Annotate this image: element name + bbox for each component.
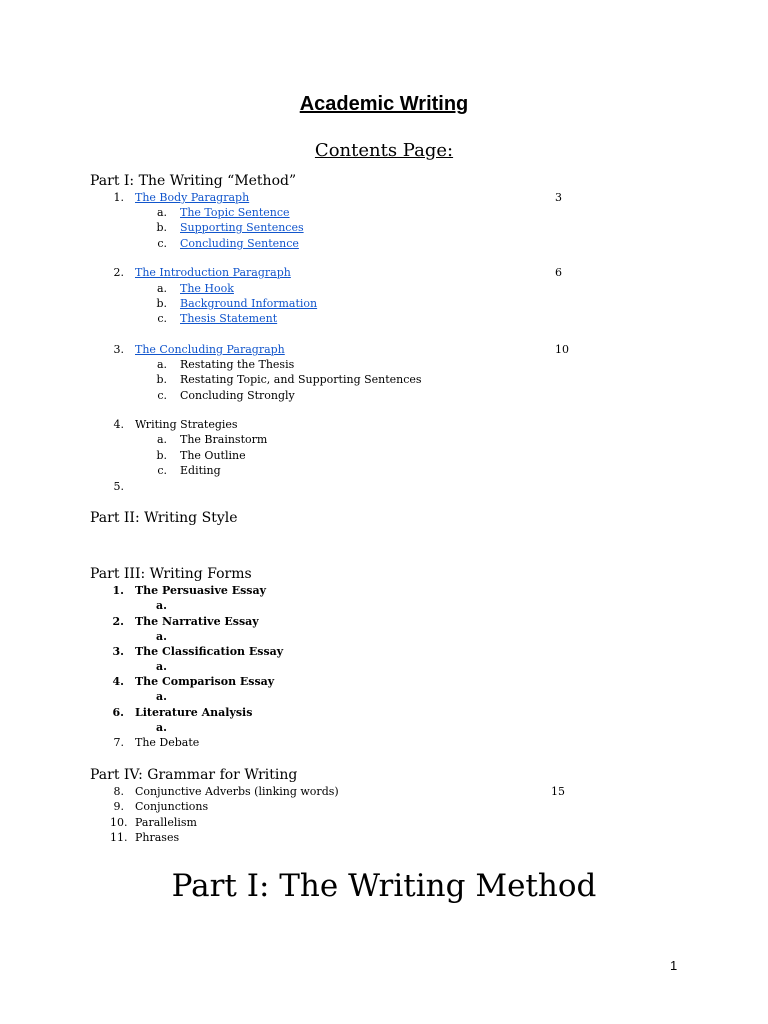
toc-item: 11. Phrases xyxy=(110,831,180,844)
toc-link[interactable]: Thesis Statement xyxy=(180,312,278,325)
toc-subitem[interactable]: c. Concluding Sentence xyxy=(157,237,299,250)
toc-link[interactable]: The Topic Sentence xyxy=(180,206,290,219)
toc-link[interactable]: The Introduction Paragraph xyxy=(135,266,291,279)
toc-link[interactable]: Supporting Sentences xyxy=(180,221,304,234)
toc-item: 4. Writing Strategies xyxy=(113,418,238,431)
toc-subitem: a. xyxy=(156,690,167,703)
toc-subitem[interactable]: c. Thesis Statement xyxy=(157,312,278,325)
toc-item[interactable]: 1. The Body Paragraph xyxy=(113,191,250,204)
page-ref: 15 xyxy=(551,785,565,798)
toc-item[interactable]: 3. The Concluding Paragraph xyxy=(113,343,285,356)
toc-subitem: b. The Outline xyxy=(156,449,246,462)
page-ref: 10 xyxy=(555,343,569,356)
toc-link[interactable]: Concluding Sentence xyxy=(180,237,299,250)
toc-link[interactable]: The Hook xyxy=(180,282,234,295)
toc-subitem: a. xyxy=(156,630,167,643)
section-heading: Part I: The Writing Method xyxy=(171,868,597,904)
toc-link[interactable]: The Concluding Paragraph xyxy=(135,343,285,356)
toc-subitem: a. xyxy=(156,599,167,612)
page-number: 1 xyxy=(670,958,678,973)
part-4-title: Part IV: Grammar for Writing xyxy=(90,767,298,783)
toc-subitem[interactable]: a. The Hook xyxy=(156,282,234,295)
toc-subitem[interactable]: b. Background Information xyxy=(156,297,318,310)
toc-item: 3. The Classification Essay xyxy=(112,645,284,658)
page-ref: 6 xyxy=(555,266,562,279)
part-2-title: Part II: Writing Style xyxy=(90,510,238,526)
toc-subitem: a. xyxy=(156,721,167,734)
document-title: Academic Writing xyxy=(299,93,469,115)
toc-item: 10. Parallelism xyxy=(110,816,197,829)
toc-subitem: a. Restating the Thesis xyxy=(156,358,295,371)
toc-item: 6. Literature Analysis xyxy=(112,706,253,719)
toc-item: 5. xyxy=(113,480,124,493)
toc-item: 9. Conjunctions xyxy=(113,800,209,813)
toc-subitem: c. Concluding Strongly xyxy=(157,389,295,402)
part-1-title: Part I: The Writing “Method” xyxy=(90,173,297,189)
toc-subitem: c. Editing xyxy=(157,464,221,477)
toc-subitem[interactable]: b. Supporting Sentences xyxy=(156,221,304,234)
contents-heading: Contents Page: xyxy=(314,140,454,161)
toc-item: 8. Conjunctive Adverbs (linking words) xyxy=(113,785,339,798)
toc-item: 7. The Debate xyxy=(113,736,200,749)
toc-subitem: a. xyxy=(156,660,167,673)
toc-item: 1. The Persuasive Essay xyxy=(112,584,266,597)
part-3-title: Part III: Writing Forms xyxy=(90,566,252,582)
toc-subitem: a. The Brainstorm xyxy=(156,433,268,446)
toc-item: 2. The Narrative Essay xyxy=(112,615,259,628)
toc-link[interactable]: The Body Paragraph xyxy=(135,191,250,204)
toc-link[interactable]: Background Information xyxy=(180,297,318,310)
toc-item: 4. The Comparison Essay xyxy=(112,675,275,688)
toc-item[interactable]: 2. The Introduction Paragraph xyxy=(113,266,291,279)
toc-subitem[interactable]: a. The Topic Sentence xyxy=(156,206,290,219)
page-ref: 3 xyxy=(555,191,562,204)
toc-subitem: b. Restating Topic, and Supporting Sentences xyxy=(156,373,422,386)
